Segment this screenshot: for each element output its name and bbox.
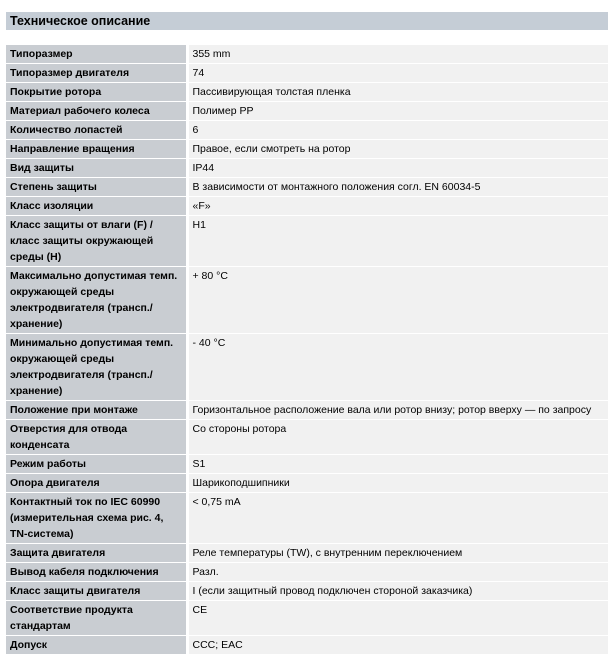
table-row <box>6 64 608 83</box>
row-label: Допуск <box>6 636 187 655</box>
page-title: Техническое описание <box>6 12 608 30</box>
row-value: Со стороны ротора <box>187 420 608 455</box>
table-row <box>6 159 608 178</box>
row-value: CE <box>187 601 608 636</box>
row-value: Реле температуры (TW), с внутренним переключением <box>187 544 608 563</box>
row-label: Вид защиты <box>6 159 187 178</box>
table-row <box>6 636 608 655</box>
row-label: Контактный ток по IEC 60990 (измерительная схема рис. 4, TN-система) <box>6 493 187 544</box>
row-value: S1 <box>187 455 608 474</box>
row-label: Направление вращения <box>6 140 187 159</box>
row-value: I (если защитный провод подключен стороной заказчика) <box>187 582 608 601</box>
row-value: Пассивирующая толстая пленка <box>187 83 608 102</box>
table-row <box>6 45 608 64</box>
table-row <box>6 267 608 334</box>
table-row <box>6 401 608 420</box>
table-row <box>6 83 608 102</box>
row-label: Класс изоляции <box>6 197 187 216</box>
table-row <box>6 102 608 121</box>
table-row <box>6 601 608 636</box>
row-label: Минимально допустимая темп. окружающей среды электродвигателя (трансп./хранение) <box>6 334 187 401</box>
row-label: Класс защиты двигателя <box>6 582 187 601</box>
row-value: Разл. <box>187 563 608 582</box>
row-label: Вывод кабеля подключения <box>6 563 187 582</box>
row-label: Режим работы <box>6 455 187 474</box>
row-value: < 0,75 mA <box>187 493 608 544</box>
table-row <box>6 140 608 159</box>
table-row <box>6 493 608 544</box>
row-label: Материал рабочего колеса <box>6 102 187 121</box>
table-row <box>6 334 608 401</box>
table-row <box>6 563 608 582</box>
row-value: - 40 °C <box>187 334 608 401</box>
row-label: Типоразмер <box>6 45 187 64</box>
table-row <box>6 197 608 216</box>
spec-table <box>6 44 608 655</box>
row-value: Полимер PP <box>187 102 608 121</box>
row-label: Отверстия для отвода конденсата <box>6 420 187 455</box>
table-row <box>6 455 608 474</box>
table-row <box>6 178 608 197</box>
row-value: H1 <box>187 216 608 267</box>
row-value: В зависимости от монтажного положения согл. EN 60034-5 <box>187 178 608 197</box>
row-value: 355 mm <box>187 45 608 64</box>
row-label: Соответствие продукта стандартам <box>6 601 187 636</box>
row-value: 6 <box>187 121 608 140</box>
row-label: Покрытие ротора <box>6 83 187 102</box>
row-value: + 80 °C <box>187 267 608 334</box>
row-label: Степень защиты <box>6 178 187 197</box>
row-label: Опора двигателя <box>6 474 187 493</box>
row-value: Горизонтальное расположение вала или ротор внизу; ротор вверху — по запросу <box>187 401 608 420</box>
table-row <box>6 121 608 140</box>
row-label: Защита двигателя <box>6 544 187 563</box>
row-value: 74 <box>187 64 608 83</box>
row-label: Типоразмер двигателя <box>6 64 187 83</box>
row-value: Правое, если смотреть на ротор <box>187 140 608 159</box>
row-value: IP44 <box>187 159 608 178</box>
table-row <box>6 420 608 455</box>
row-label: Количество лопастей <box>6 121 187 140</box>
row-label: Максимально допустимая темп. окружающей среды электродвигателя (трансп./хранение) <box>6 267 187 334</box>
row-label: Класс защиты от влаги (F) / класс защиты окружающей среды (H) <box>6 216 187 267</box>
row-label: Положение при монтаже <box>6 401 187 420</box>
table-row <box>6 544 608 563</box>
table-row <box>6 582 608 601</box>
table-row <box>6 474 608 493</box>
row-value: CCC; EAC <box>187 636 608 655</box>
row-value: Шарикоподшипники <box>187 474 608 493</box>
table-row <box>6 216 608 267</box>
row-value: «F» <box>187 197 608 216</box>
